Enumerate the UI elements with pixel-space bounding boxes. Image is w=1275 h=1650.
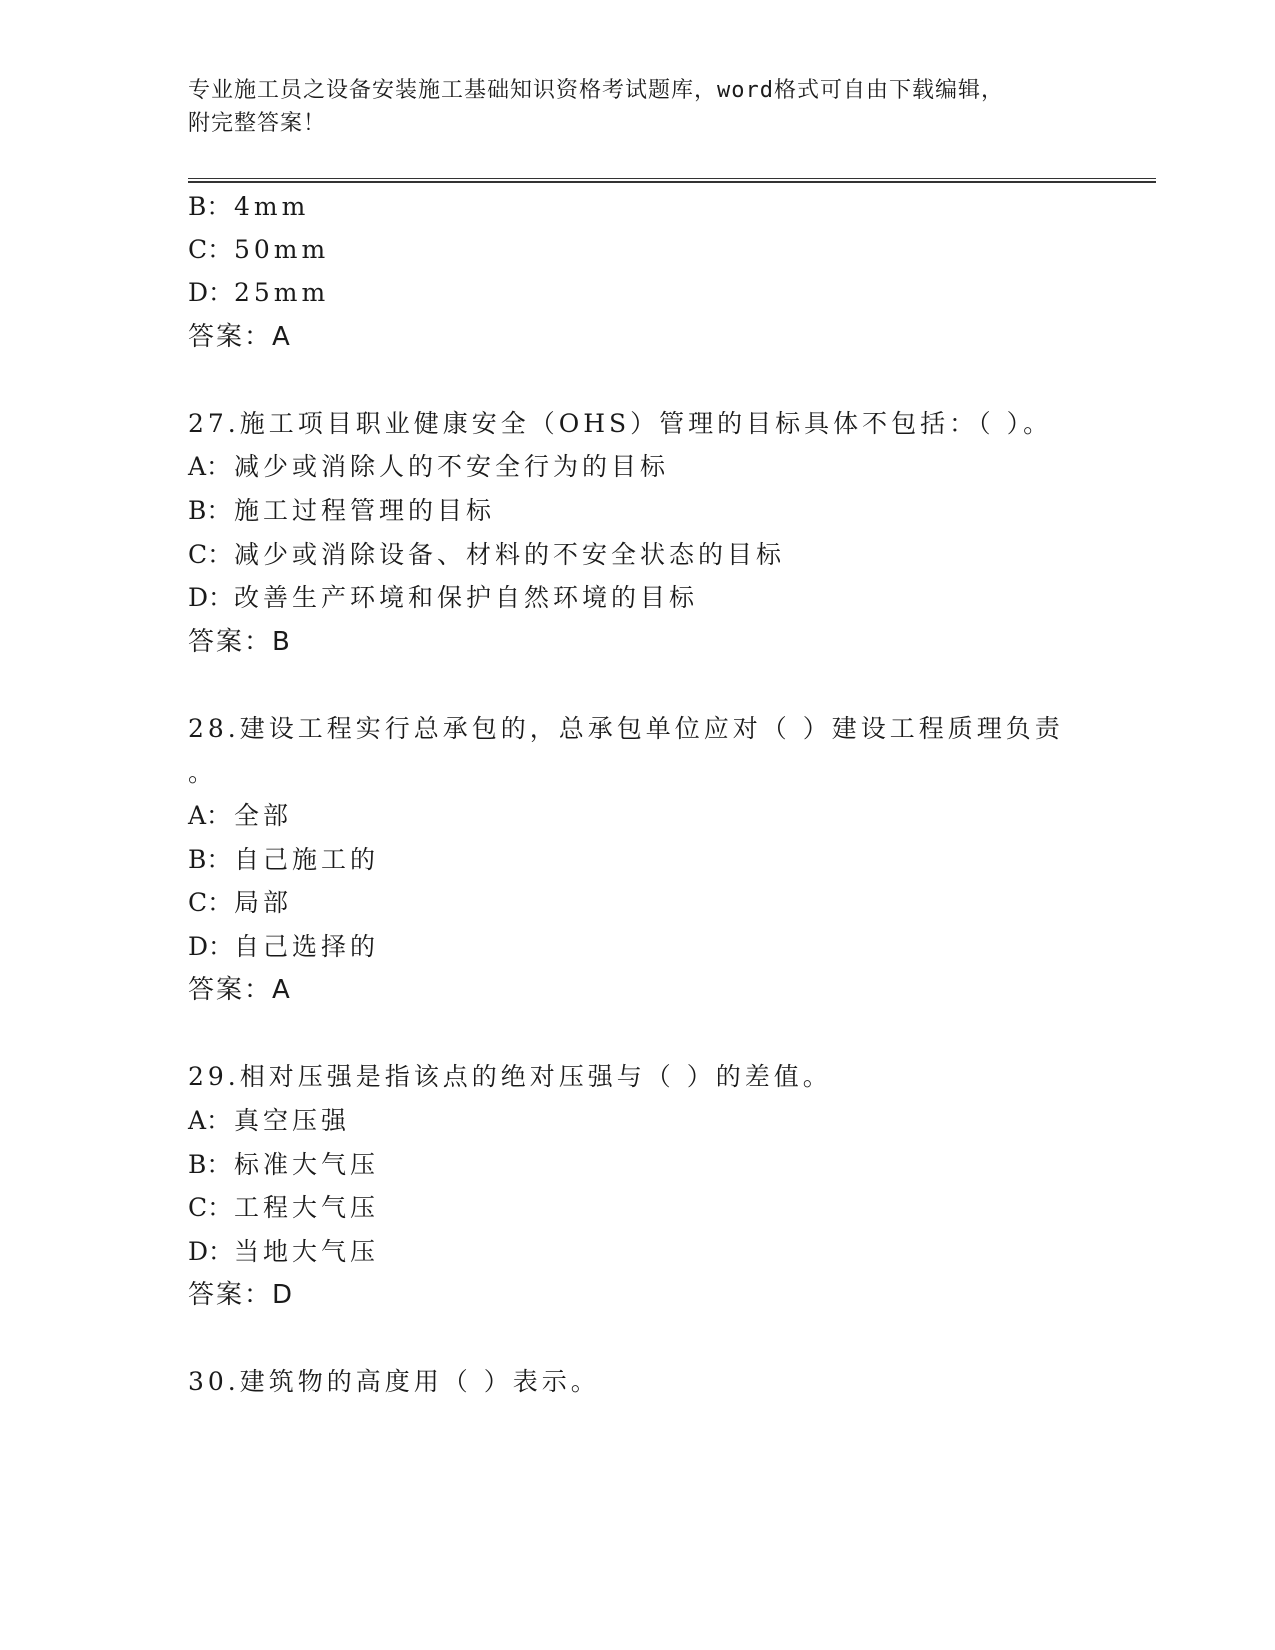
option-text: 施工过程管理的目标	[234, 496, 496, 525]
option-key: A：	[188, 452, 232, 481]
question-27-answer: 答案：B	[188, 627, 292, 657]
header-divider	[188, 178, 1156, 183]
question-28-option-b	[188, 843, 379, 877]
question-28-answer: 答案：A	[188, 975, 292, 1005]
question-29-option-c	[188, 1191, 379, 1225]
question-28-option-d	[188, 930, 379, 964]
question-29-answer: 答案：D	[188, 1280, 295, 1310]
prev-option-b	[188, 190, 309, 224]
option-key: C：	[188, 540, 233, 569]
question-29-stem: 29.相对压强是指该点的绝对压强与（ ）的差值。	[188, 1062, 832, 1091]
option-text: 局部	[234, 888, 293, 917]
option-text: 标准大气压	[234, 1150, 380, 1179]
option-key: C：	[188, 235, 233, 264]
option-key: D：	[188, 583, 234, 612]
question-28-stem-continued: 。	[188, 758, 218, 787]
option-text: 减少或消除人的不安全行为的目标	[234, 452, 670, 481]
question-27-option-a	[188, 450, 669, 484]
header-line-1: 专业施工员之设备安装施工基础知识资格考试题库，word格式可自由下载编辑，	[188, 78, 1004, 103]
question-27-option-d	[188, 581, 698, 615]
option-text: 真空压强	[234, 1106, 351, 1135]
header-line-2: 附完整答案！	[188, 111, 327, 136]
option-text: 改善生产环境和保护自然环境的目标	[234, 583, 699, 612]
option-key: D：	[188, 932, 234, 961]
prev-answer: 答案：A	[188, 322, 292, 352]
prev-option-d	[188, 276, 329, 310]
question-29-option-d	[188, 1235, 379, 1269]
option-key: D：	[188, 278, 234, 307]
option-key: D：	[188, 1237, 234, 1266]
page-header	[188, 74, 1068, 140]
option-text: 自己选择的	[234, 932, 380, 961]
question-28-option-a	[188, 799, 292, 833]
question-27-option-b	[188, 494, 495, 528]
question-28-stem: 28.建设工程实行总承包的，总承包单位应对（ ）建设工程质理负责	[188, 714, 1064, 743]
option-text: 自己施工的	[234, 845, 380, 874]
option-key: C：	[188, 888, 233, 917]
option-key: C：	[188, 1193, 233, 1222]
question-27-stem: 27.施工项目职业健康安全（OHS）管理的目标具体不包括：（ ）。	[188, 409, 1053, 438]
option-key: B：	[188, 1150, 232, 1179]
option-key: A：	[188, 801, 232, 830]
option-text: 当地大气压	[234, 1237, 380, 1266]
question-30-stem: 30.建筑物的高度用（ ）表示。	[188, 1367, 600, 1396]
question-27-option-c	[188, 538, 785, 572]
option-key: B：	[188, 845, 232, 874]
option-text: 全部	[234, 801, 293, 830]
prev-option-c	[188, 233, 329, 267]
option-text: 减少或消除设备、材料的不安全状态的目标	[234, 540, 786, 569]
option-key: B：	[188, 496, 232, 525]
option-text: 4mm	[234, 192, 310, 221]
question-28-option-c	[188, 886, 292, 920]
option-key: B：	[188, 192, 232, 221]
question-29-option-b	[188, 1148, 379, 1182]
question-29-option-a	[188, 1104, 350, 1138]
option-text: 50mm	[234, 235, 330, 264]
option-text: 工程大气压	[234, 1193, 380, 1222]
option-text: 25mm	[234, 278, 330, 307]
option-key: A：	[188, 1106, 232, 1135]
